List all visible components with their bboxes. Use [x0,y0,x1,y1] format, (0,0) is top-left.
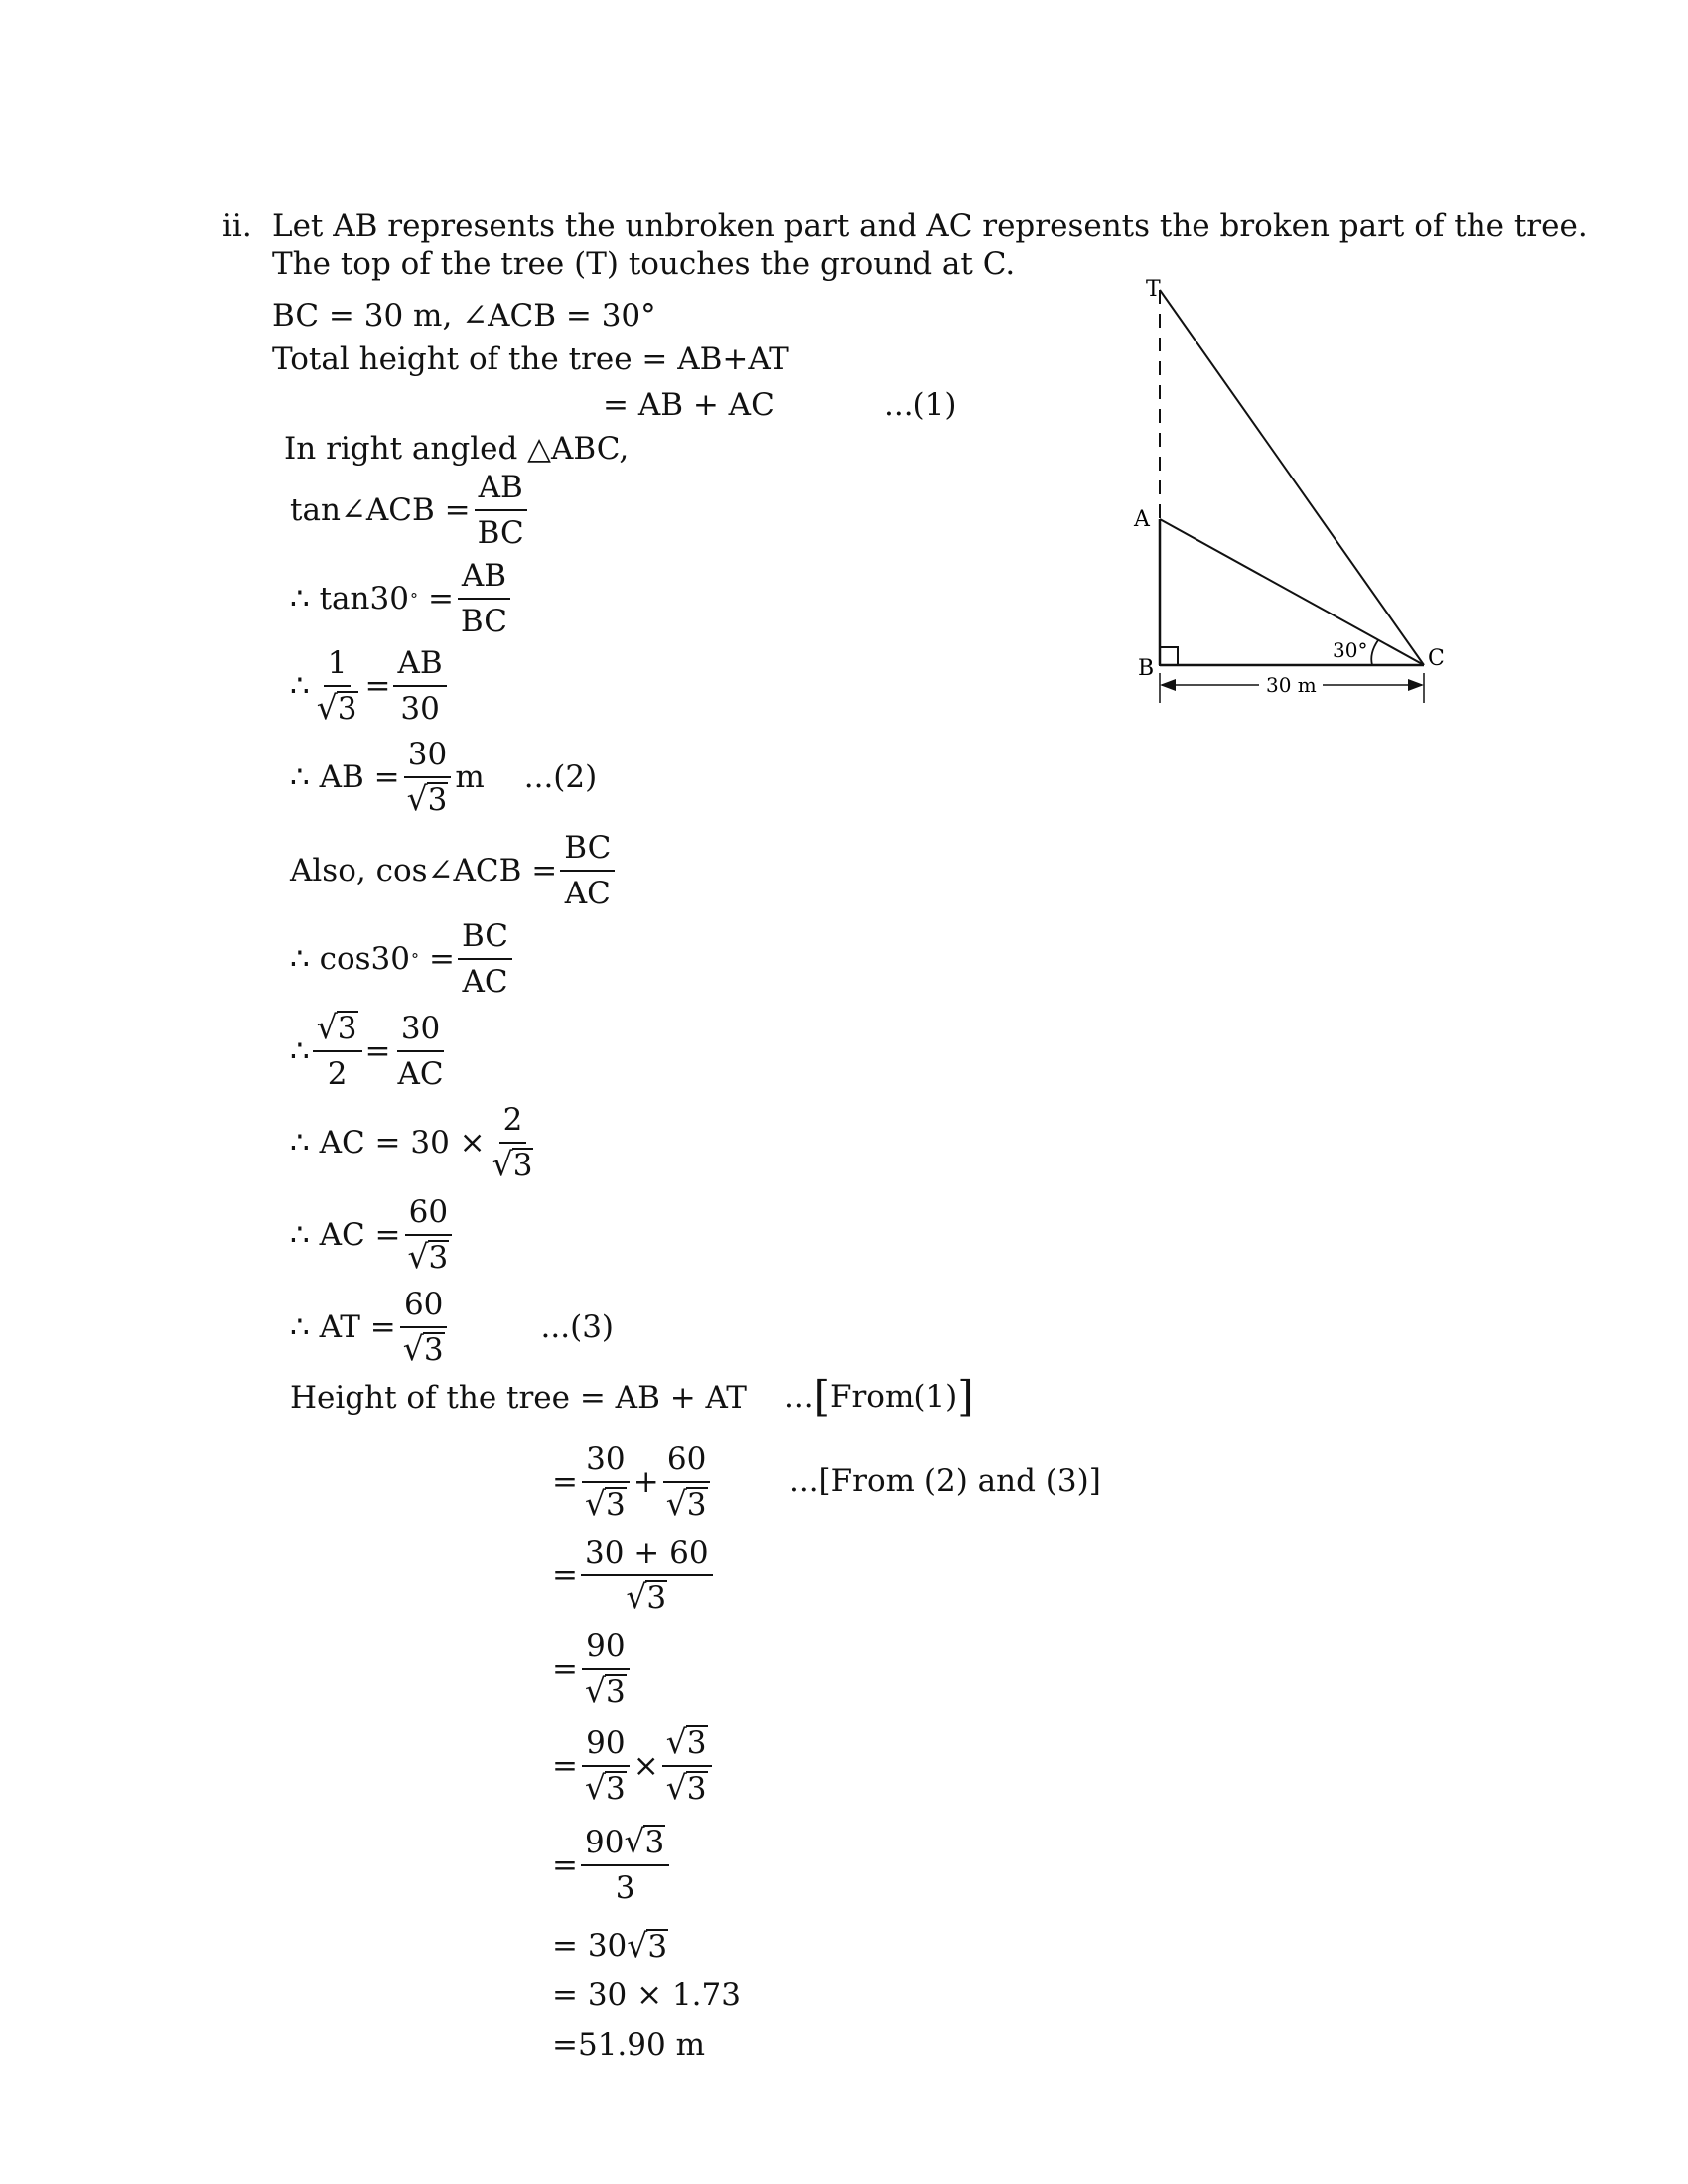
fraction-left [313,1008,362,1092]
segment-ac [1160,519,1424,665]
total-height-line: Total height of the tree = AB+AT [272,341,789,377]
segment-tc [1160,290,1424,665]
height-ref-1: ... [ From(1) ] [784,1372,974,1421]
height-lhs: Height of the tree = AB + AT [290,1380,747,1416]
step-tan30 [290,558,514,639]
equals-sign: = [364,668,391,704]
radicand: 3 [686,1725,707,1761]
step-cos-ratio [290,830,618,911]
radicand: 3 [644,1825,665,1860]
right-angle-marker [1160,647,1178,665]
fraction-left [313,645,362,727]
height-step-combined [552,1535,716,1616]
denominator: AC [397,1056,444,1092]
tree-diagram [1112,268,1470,725]
radicand: 3 [512,1148,533,1183]
step-lhs: tan∠ACB = [290,492,471,528]
denominator: √ 3 [407,1237,449,1276]
step-lhs: ∴ AC = [290,1217,401,1253]
step-substitute-tan [290,645,450,727]
numerator: AB [393,645,446,687]
fraction [474,470,528,551]
equation-ref-3: ...(3) [540,1309,615,1345]
degree-mark: ° [410,949,419,969]
total-height-line-2: = AB + AC [603,387,774,423]
radicand: 3 [427,782,448,818]
therefore-sign: ∴ [290,668,310,704]
intro-line-2: The top of the tree (T) touches the ground at C. [272,246,1016,282]
step-text: = 30 [552,1928,628,1964]
height-step-sum [552,1441,715,1523]
step-lhs: ∴ tan30 [290,581,409,616]
equation-ref-1: ...(1) [884,387,957,423]
numerator: 60 [405,1194,452,1236]
equals-sign: = [552,1847,578,1883]
fraction [581,1535,713,1616]
numerator-coefficient: 90 [584,1825,625,1860]
fraction [404,1194,454,1276]
equals-sign: = [427,581,454,616]
step-lhs: ∴ AC = 30 × [290,1125,486,1160]
radicand: 3 [428,1240,449,1276]
plus-sign: + [633,1464,659,1500]
height-step-decimal: = 30 × 1.73 [552,1978,741,2013]
numerator: 60 [663,1441,710,1483]
radicand: 3 [647,1928,668,1965]
step-cos30 [290,918,515,1000]
numerator: √ 3 [313,1011,362,1052]
denominator: √ 3 [665,1768,707,1807]
denominator: AC [462,964,508,1000]
denominator: BC [477,515,524,551]
radicand: 3 [337,691,357,727]
height-expression [290,1380,747,1416]
step-lhs: Also, cos∠ACB = [290,853,558,888]
fraction-right [393,1011,447,1092]
numerator: AB [458,558,510,600]
denominator: √ 3 [584,1768,626,1807]
fraction [581,1822,669,1906]
radicand: 3 [646,1580,667,1616]
denominator: 3 [615,1870,635,1906]
numerator: 30 [404,737,451,778]
numerator: 60 [400,1287,447,1328]
denominator: √ 3 [584,1484,626,1523]
fraction [403,737,453,818]
numerator: BC [458,918,512,960]
equals-sign: = [364,1033,391,1069]
denominator: √ 3 [584,1671,626,1709]
denominator: √ 3 [665,1484,707,1523]
radicand: 3 [423,1332,444,1368]
ref-dots: ... [784,1379,814,1415]
label-c: C [1428,646,1445,671]
radicand: 3 [686,1487,707,1523]
numerator: √ 3 [662,1725,712,1767]
numerator: 30 [397,1011,444,1052]
denominator: √ 3 [626,1577,667,1616]
times-sign: × [633,1748,659,1784]
fraction [489,1102,538,1183]
height-step-30root3: = 30 √ 3 [552,1925,668,1965]
radicand: 3 [606,1674,626,1709]
fraction-right [393,645,446,727]
dimension-arrow-left [1160,679,1176,691]
equals-sign: = [552,1558,578,1593]
base-length-label: 30 m [1266,673,1317,697]
step-substitute-cos [290,1008,451,1092]
step-lhs: ∴ AT = [290,1309,396,1345]
given-values: BC = 30 m, ∠ACB = 30° [272,298,656,334]
equals-sign: = [552,1748,578,1784]
step-lhs: ∴ cos30 [290,941,410,977]
height-ref-2: ...[From (2) and (3)] [789,1463,1101,1499]
fraction [560,830,615,911]
equals-sign: = [552,1464,578,1500]
numerator: 30 + 60 [581,1535,713,1576]
numerator: 90 √ 3 [581,1825,669,1866]
fraction [457,558,511,639]
dimension-arrow-right [1408,679,1424,691]
angle-arc [1371,640,1378,665]
height-step-rationalize [552,1722,715,1807]
numerator: AB [475,470,527,511]
equation-ref-2: ...(2) [523,759,598,795]
denominator: AC [564,876,611,911]
step-ac-product [290,1102,540,1183]
numerator: 30 [582,1441,629,1483]
radicand: 3 [606,1771,626,1807]
radicand: 3 [606,1487,626,1523]
height-step-90 [552,1628,633,1709]
denominator: BC [460,604,507,639]
ref-text: From(1) [829,1379,958,1415]
fraction-left [581,1441,631,1523]
denominator: 30 [400,691,440,727]
item-label: ii. [222,208,252,244]
numerator: 2 [499,1102,527,1144]
denominator: √ 3 [406,779,448,818]
radicand: 3 [337,1011,357,1046]
angle-label: 30° [1333,638,1368,662]
equals-sign: = [552,1651,578,1687]
denominator: √ 3 [492,1145,533,1183]
unit: m [455,759,485,795]
height-step-90root3 [552,1822,672,1906]
label-a: A [1134,507,1150,532]
therefore-sign: ∴ [290,1033,310,1069]
equals-sign: = [428,941,455,977]
degree-mark: ° [409,589,418,609]
denominator: √ 3 [316,688,357,727]
step-tan-ratio [290,470,531,551]
denominator: 2 [327,1056,348,1092]
step-ab-value [290,737,597,818]
label-t: T [1146,277,1161,302]
label-b: B [1138,656,1155,681]
fraction [399,1287,449,1368]
radicand: 3 [686,1771,707,1807]
intro-line-1: Let AB represents the unbroken part and AC represents the broken part of the tree. [272,208,1588,244]
triangle-intro: In right angled △ABC, [284,431,630,467]
fraction-left [581,1725,631,1807]
numerator: 90 [582,1628,629,1670]
fraction-right [662,1722,712,1807]
fraction-right [662,1441,712,1523]
fraction [581,1628,631,1709]
step-lhs: ∴ AB = [290,759,400,795]
final-answer: =51.90 m [552,2027,705,2063]
step-ac-value [290,1194,456,1276]
step-at-value [290,1287,614,1368]
numerator: BC [560,830,615,872]
denominator: √ 3 [402,1329,444,1368]
numerator: 90 [582,1725,629,1767]
fraction [458,918,512,1000]
numerator: 1 [324,645,352,687]
